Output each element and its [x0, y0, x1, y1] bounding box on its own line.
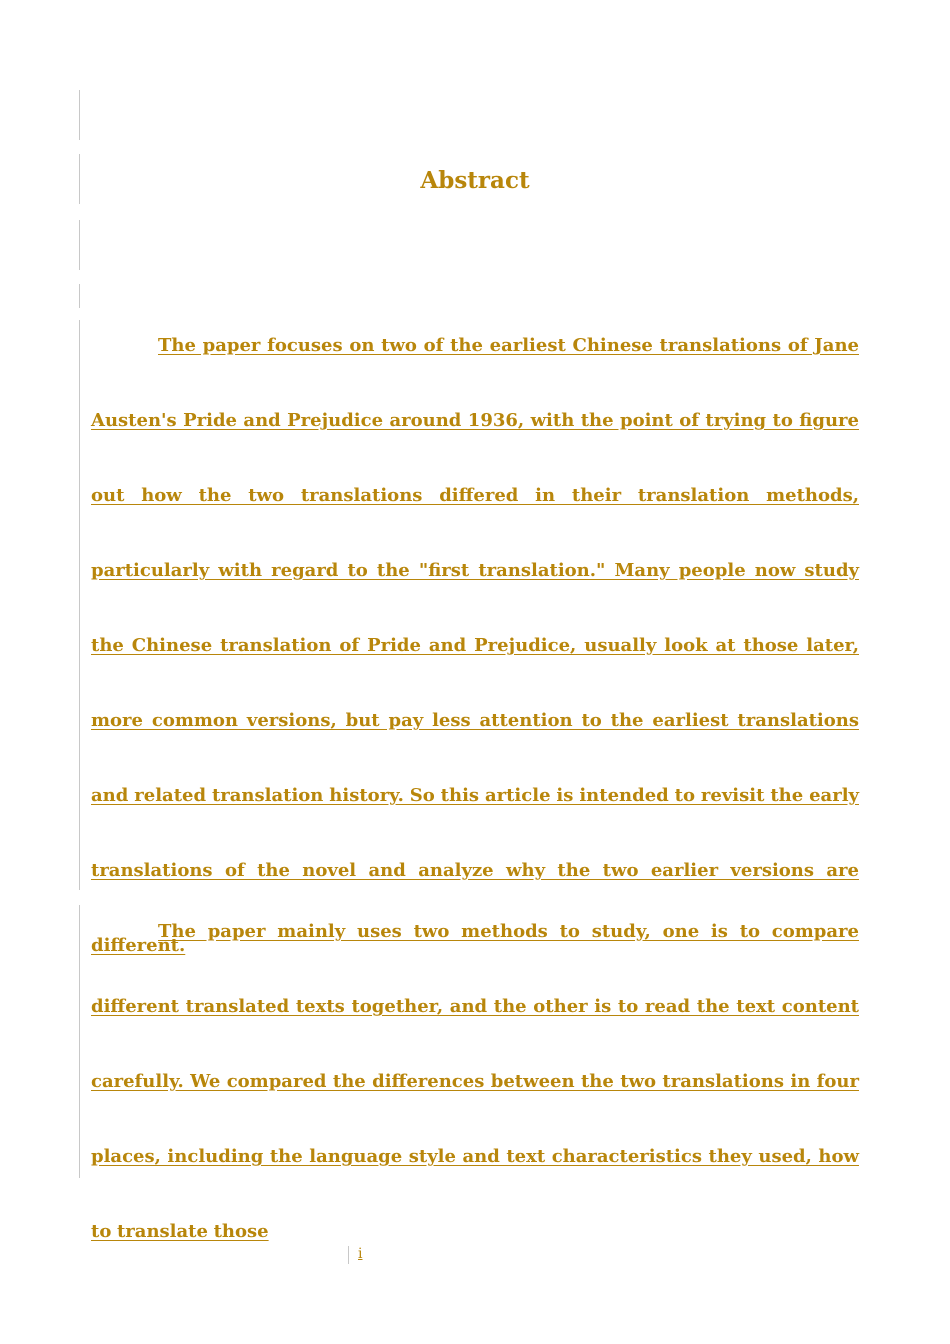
abstract-paragraph-1: The paper focuses on two of the earliest Chinese translations of Jane Austen's Pride and Prejudice around 1936, with the point of trying to figure out how the two translations differed in their translation methods, particularly with regard to the "first translation." Many people now study the Chinese translation of Pride and Prejudice, usually look at those later, more common versions, but pay less attention to the earliest translations and related translation history. So this article is intended to revisit the early translations of the novel and analyze why the two earlier versions are different.: [91, 335, 859, 956]
footer-change-bar: [348, 1246, 349, 1264]
abstract-title: Abstract: [420, 167, 530, 194]
change-bar: [79, 284, 80, 308]
change-bar: [79, 905, 80, 1178]
change-bar: [79, 90, 80, 140]
page-number: i: [358, 1246, 363, 1262]
change-bar: [79, 220, 80, 270]
change-bar: [79, 320, 80, 890]
abstract-paragraph-2: The paper mainly uses two methods to study, one is to compare different translated texts together, and the other is to read the text content carefully. We compared the differences between the two translations in four places, including the language style and text characteristics they used, how to translate those: [91, 921, 859, 1242]
